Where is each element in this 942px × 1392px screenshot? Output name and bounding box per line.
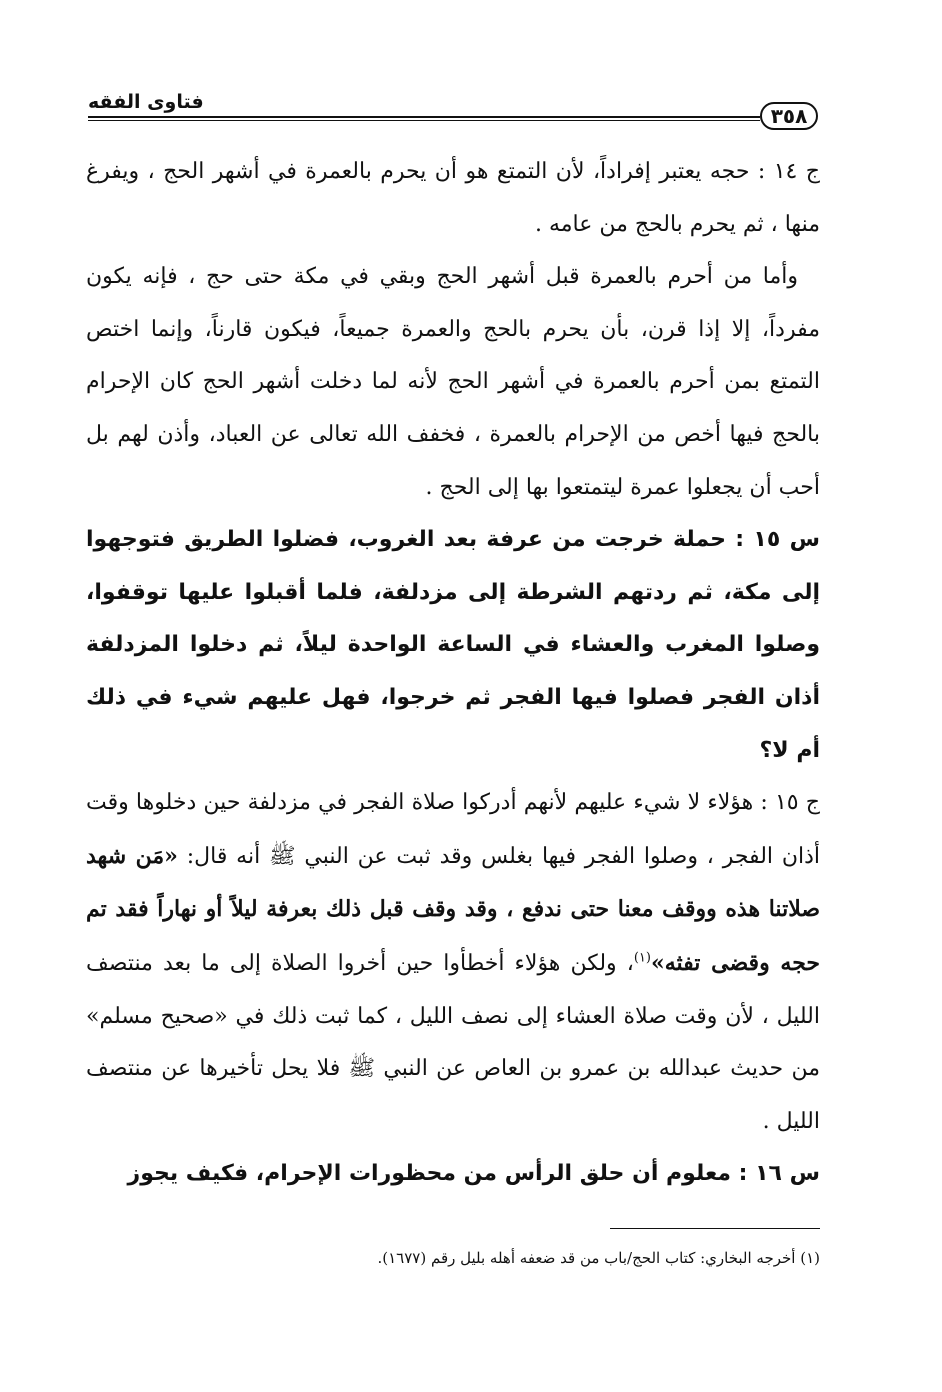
page-header — [88, 88, 818, 128]
header-rule-thin — [88, 120, 760, 121]
answer-15-paragraph — [86, 777, 820, 1148]
question-15: س ١٥ : حملة خرجت من عرفة بعد الغروب، فضلوا الطريق فتوجهوا إلى مكة، ثم ردتهم الشرطة إلى مزدلفة، فلما أقبلوا عليها توقفوا، وصلوا المغرب والعشاء في الساعة الواحدة ليلاً، ثم دخلوا المزدلفة أذان الفجر فصلوا فيها الفجر ثم خرجوا، فهل عليهم شيء في ذلك أم لا؟ — [86, 527, 820, 763]
footnote-reference: (١) — [633, 950, 651, 966]
answer-15-text-start: ج ١٥ : هؤلاء لا شيء عليهم لأنهم أدركوا صلاة الفجر في مزدلفة حين دخلوها وقت أذان الفجر ، وصلوا الفجر فيها بغلس وقد ثبت عن النبي ﷺ أنه قال: — [86, 790, 821, 869]
page-number: ٣٥٨ — [760, 102, 818, 130]
footnote: (١) أخرجه البخاري: كتاب الحج/باب من قد ضعفه أهله بليل رقم (١٦٧٧). — [377, 1249, 820, 1267]
footnote-separator — [610, 1228, 820, 1229]
hadith-quote: «مَن شهد صلاتنا هذه ووقف معنا حتى ندفع ، وقد وقف قبل ذلك بعرفة ليلاً أو نهاراً فقد تم حجه وقضى تفثه» — [86, 842, 821, 976]
page-body — [86, 146, 820, 1201]
answer-14-paragraph: ج ١٤ : حجه يعتبر إفراداً، لأن التمتع هو أن يحرم بالعمرة في أشهر الحج ، ويفرغ منها ، ثم يحرم بالحج من عامه . — [86, 159, 820, 237]
answer-14-continued-paragraph: وأما من أحرم بالعمرة قبل أشهر الحج وبقي في مكة حتى حج ، فإنه يكون مفرداً، إلا إذا قرن، بأن يحرم بالحج والعمرة جميعاً، فيكون قارناً، وإنما اختص التمتع بمن أحرم بالعمرة في أشهر الحج لأنه لما دخلت أشهر الحج كان الإحرام بالحج فيها أخص من الإحرام بالعمرة ، فخفف الله تعالى عن العباد، وأذن لهم بل أحب أن يجعلوا عمرة ليتمتعوا بها إلى الحج . — [86, 264, 820, 500]
header-rule — [88, 116, 760, 118]
question-16: س ١٦ : معلوم أن حلق الرأس من محظورات الإحرام، فكيف يجوز — [127, 1161, 820, 1187]
answer-15-text-end: ، ولكن هؤلاء أخطأوا حين أخروا الصلاة إلى ما بعد منتصف الليل ، لأن وقت صلاة العشاء إلى نصف الليل ، كما ثبت ذلك في «صحيح مسلم» من حديث عبدالله بن عمرو بن العاص عن النبي ﷺ فلا يحل تأخيرها عن منتصف الليل . — [86, 950, 820, 1134]
running-title: فتاوى الفقه — [88, 91, 204, 113]
